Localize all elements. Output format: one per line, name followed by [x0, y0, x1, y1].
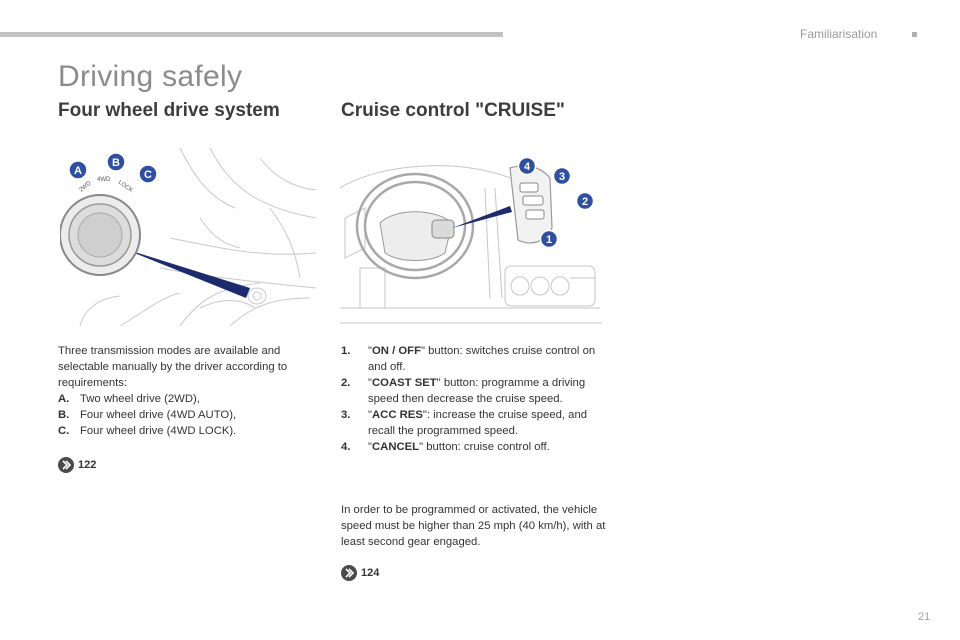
cruise-steps — [341, 343, 611, 455]
cruise-note: In order to be programmed or activated, the vehicle speed must be higher than 25 mph (40 km/h), with at least second gear engaged. — [341, 504, 606, 548]
four-wd-knob-illustration — [60, 148, 316, 326]
cruise-control-illustration — [340, 148, 602, 326]
ring-label: 4WD — [97, 177, 111, 183]
mode-item: C. Four wheel drive (4WD LOCK). — [58, 425, 237, 437]
cruise-step: 1. "ON / OFF" button: switches cruise control on and off. — [341, 345, 596, 373]
four-wd-heading: Four wheel drive system — [58, 100, 280, 121]
callout-a — [69, 161, 87, 179]
wheel-control-cluster — [432, 220, 454, 238]
callout-1 — [541, 231, 558, 248]
cruise-heading: Cruise control "CRUISE" — [341, 100, 565, 121]
callout-c — [139, 165, 157, 183]
four-wd-description — [58, 343, 318, 439]
mode-item: A. Two wheel drive (2WD), — [58, 393, 200, 405]
ring-label: LOCK — [116, 179, 134, 195]
page-reference-124[interactable]: 124 — [341, 565, 379, 581]
svg-text:3: 3 — [558, 171, 566, 183]
page-number: 21 — [918, 611, 931, 623]
svg-text:C: C — [144, 169, 152, 181]
svg-text:A: A — [74, 165, 82, 177]
section-label: Familiarisation — [800, 27, 878, 41]
callout-2 — [577, 193, 594, 210]
pointer-wedge — [122, 248, 250, 298]
svg-text:1: 1 — [545, 234, 553, 246]
four-wd-intro: Three transmission modes are available and selectable manually by the driver according to requirements: — [58, 345, 288, 389]
page-reference-122[interactable]: 122 — [58, 457, 96, 473]
svg-text:B: B — [112, 157, 120, 169]
page-link-icon — [58, 457, 74, 473]
cruise-step: 4. "CANCEL" button: cruise control off. — [341, 441, 550, 453]
svg-text:2: 2 — [581, 196, 589, 208]
callout-b — [107, 153, 125, 171]
header-square-icon — [912, 32, 917, 37]
header-rule — [0, 32, 503, 37]
svg-text:4: 4 — [523, 161, 531, 173]
cruise-step: 3. "ACC RES": increase the cruise speed, and recall the programmed speed. — [341, 409, 588, 437]
mode-item: B. Four wheel drive (4WD AUTO), — [58, 409, 237, 421]
cruise-step: 2. "COAST SET" button: programme a driving speed then decrease the cruise speed. — [341, 377, 586, 405]
callout-4 — [519, 158, 536, 175]
page-link-icon — [341, 565, 357, 581]
callout-3 — [554, 168, 571, 185]
page-title: Driving safely — [58, 60, 243, 93]
ring-label: 2WD — [78, 180, 93, 194]
